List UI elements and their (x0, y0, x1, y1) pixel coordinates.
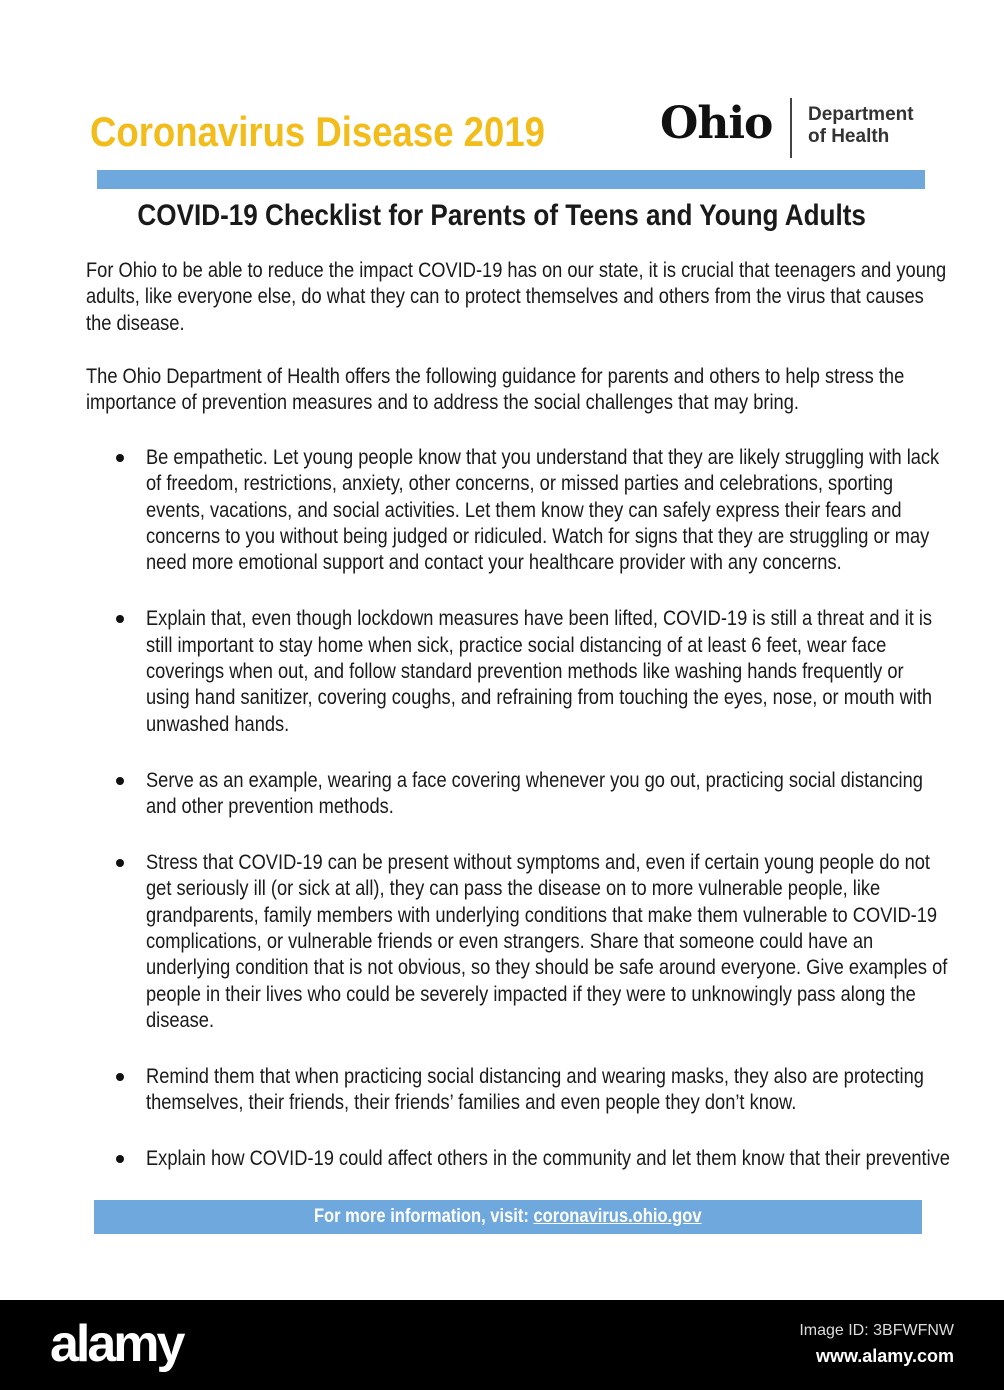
bullet-icon (116, 1155, 124, 1163)
intro-paragraph (86, 258, 1004, 337)
text-line: Remind them that when practicing social distancing and wearing masks, they also are protecting (146, 1065, 924, 1088)
text-line: Explain how COVID-19 could affect others in the community and let them know that their preventive (146, 1147, 950, 1171)
footer-info-bar (94, 1200, 922, 1234)
text-line: Serve as an example, wearing a face covering whenever you go out, practicing social distancing (146, 768, 923, 792)
logo-department-text (808, 104, 914, 148)
text-line: themselves, their friends, their friends’ families and even people they don’t know. (146, 1091, 797, 1115)
text-line: events, vacations, and social activities. Let them know they can safely express their fears and (146, 498, 902, 522)
ohio-department-of-health-logo (660, 96, 930, 160)
text-line: of freedom, restrictions, anxiety, other concerns, or missed parties and celebrations, sporting (146, 472, 894, 496)
text-line: grandparents, family members with underlying conditions that make them vulnerable to COVID-19 (146, 903, 938, 927)
logo-divider (790, 98, 792, 158)
document-title: Coronavirus Disease 2019 (90, 108, 545, 155)
text-line: still important to stay home when sick, practice social distancing of at least 6 feet, wear face (146, 633, 887, 657)
alamy-logo: alamy (50, 1315, 183, 1373)
image-id: Image ID: 3BFWFNW (799, 1322, 954, 1339)
bullet-item (146, 850, 1004, 1035)
logo-dept-line2: of Health (808, 126, 890, 147)
footer-link[interactable]: coronavirus.ohio.gov (533, 1206, 702, 1227)
text-line: underlying condition that is not obvious, so they should be safe around everyone. Give examples of (146, 956, 948, 980)
text-line: Explain that, even though lockdown measures have been lifted, COVID-19 is still a threat and it is (146, 607, 933, 631)
bullet-icon (116, 777, 124, 785)
bullet-item (146, 1146, 1004, 1172)
text-line: need more emotional support and contact your healthcare provider with any concerns. (146, 551, 842, 575)
text-line: and other prevention methods. (146, 794, 394, 818)
bullet-icon (116, 859, 124, 867)
text-line: the disease. (86, 311, 185, 335)
text-line: adults, like everyone else, do what they can to protect themselves and others from the virus that causes (86, 285, 924, 309)
bullet-item (146, 768, 1004, 821)
bullet-item (146, 445, 1004, 577)
text-line: get seriously ill (or sick at all), they can pass the disease on to more vulnerable people, like (146, 877, 881, 901)
intro-paragraph (86, 364, 1004, 417)
text-line: using hand sanitizer, covering coughs, and refraining from touching the eyes, nose, or mouth with (146, 686, 933, 710)
footer-text: For more information, visit: (314, 1206, 534, 1227)
text-line: Be empathetic. Let young people know that you understand that they are likely struggling with lack (146, 445, 940, 469)
text-line: people in their lives who could be severely impacted if they were to unknowingly pass along the (146, 982, 916, 1006)
text-line: For Ohio to be able to reduce the impact COVID-19 has on our state, it is crucial that teenagers and young (86, 259, 947, 282)
bullet-icon (116, 454, 124, 462)
text-line: The Ohio Department of Health offers the following guidance for parents and others to help stress the (86, 364, 905, 388)
logo-ohio-wordmark: Ohio (660, 98, 773, 149)
header-divider-bar (97, 170, 925, 189)
document-subtitle: COVID-19 Checklist for Parents of Teens and Young Adults (137, 199, 867, 232)
logo-dept-line1: Department (808, 104, 914, 125)
text-line: unwashed hands. (146, 712, 290, 736)
bullet-item (146, 1064, 1004, 1117)
bullet-icon (116, 1073, 124, 1081)
text-line: complications, or vulnerable friends or even strangers. Share that someone could have an (146, 929, 874, 953)
bullet-item (146, 606, 1004, 738)
watermark-band (0, 1300, 1004, 1390)
text-line: disease. (146, 1009, 215, 1033)
text-line: concerns to you without being judged or ridiculed. Watch for signs that they are struggling or may (146, 524, 930, 548)
bullet-icon (116, 615, 124, 623)
text-line: coverings when out, and follow standard prevention methods like washing hands frequently or (146, 659, 904, 683)
text-line: importance of prevention measures and to address the social challenges that may bring. (86, 390, 799, 414)
text-line: Stress that COVID-19 can be present without symptoms and, even if certain young people do not (146, 850, 931, 874)
alamy-site: www.alamy.com (815, 1346, 954, 1366)
